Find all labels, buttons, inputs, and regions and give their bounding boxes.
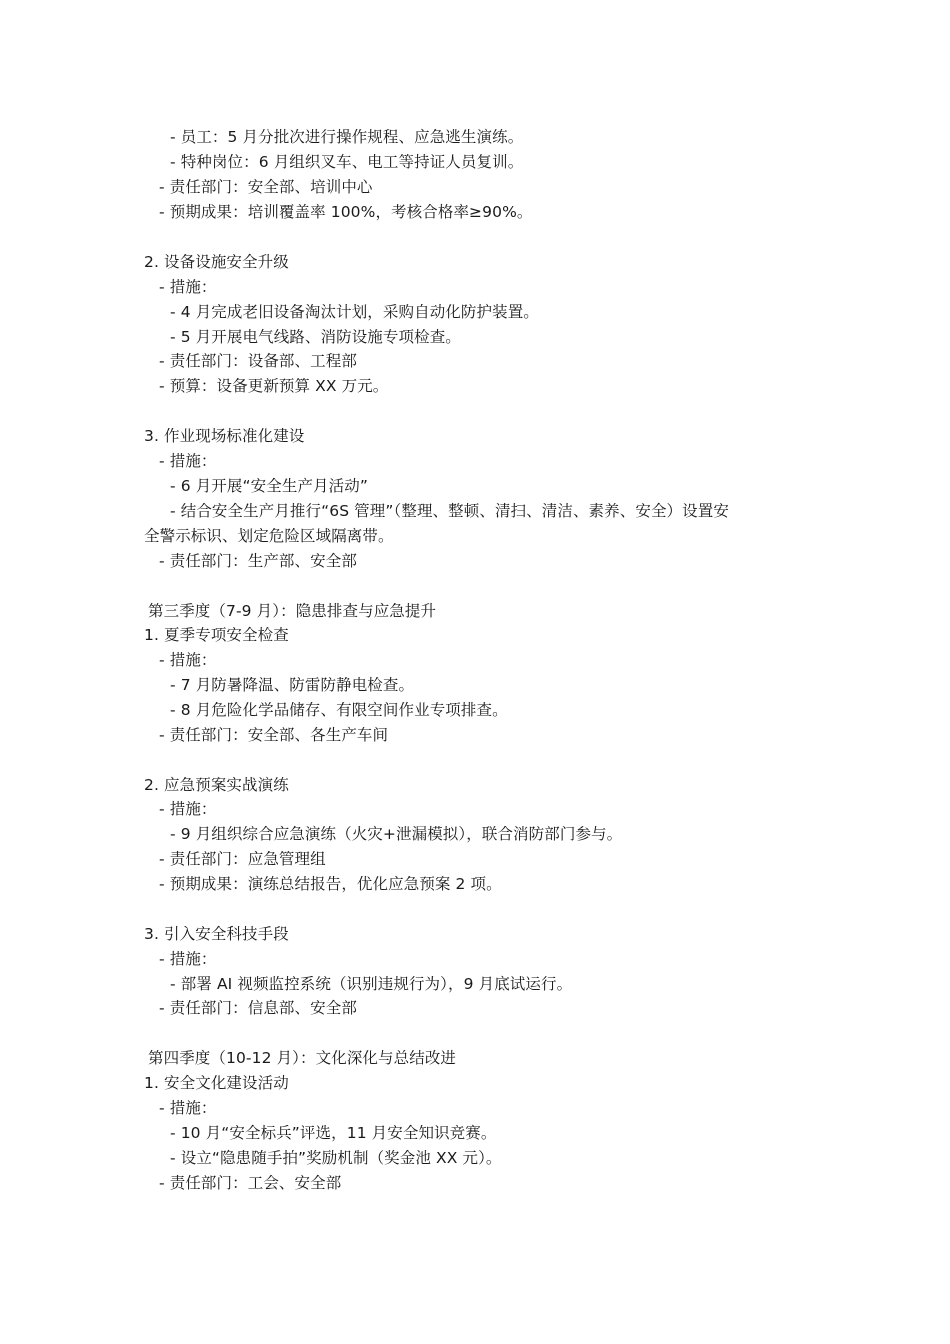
text-line: - 预期成果：演练总结报告，优化应急预案 2 项。 bbox=[159, 875, 502, 893]
text-line: - 措施： bbox=[159, 651, 217, 669]
text-line: - 责任部门：信息部、安全部 bbox=[159, 999, 357, 1017]
text-line: - 4 月完成老旧设备淘汰计划，采购自动化防护装置。 bbox=[170, 303, 539, 321]
section-heading: 1. 安全文化建设活动 bbox=[144, 1074, 289, 1092]
section-heading: 2. 设备设施安全升级 bbox=[144, 253, 289, 271]
text-line: - 设立“隐患随手拍”奖励机制（奖金池 XX 元）。 bbox=[170, 1149, 502, 1167]
text-line: - 6 月开展“安全生产月活动” bbox=[170, 477, 368, 495]
text-line: - 员工：5 月分批次进行操作规程、应急逃生演练。 bbox=[170, 128, 524, 146]
text-line: - 5 月开展电气线路、消防设施专项检查。 bbox=[170, 328, 461, 346]
text-line: - 措施： bbox=[159, 278, 217, 296]
quarter-heading: 第三季度（7-9 月）：隐患排查与应急提升 bbox=[148, 602, 437, 620]
text-line: - 9 月组织综合应急演练（火灾+泄漏模拟），联合消防部门参与。 bbox=[170, 825, 623, 843]
text-line: - 8 月危险化学品储存、有限空间作业专项排查。 bbox=[170, 701, 508, 719]
text-line: - 结合安全生产月推行“6S 管理”（整理、整顿、清扫、清洁、素养、安全）设置安 bbox=[170, 502, 729, 520]
text-line: - 预算：设备更新预算 XX 万元。 bbox=[159, 377, 389, 395]
text-line: - 责任部门：安全部、各生产车间 bbox=[159, 726, 389, 744]
text-line: 全警示标识、划定危险区域隔离带。 bbox=[144, 527, 394, 545]
section-heading: 3. 引入安全科技手段 bbox=[144, 925, 289, 943]
text-line: - 预期成果：培训覆盖率 100%，考核合格率≥90%。 bbox=[159, 203, 533, 221]
text-line: - 措施： bbox=[159, 452, 217, 470]
text-line: - 责任部门：安全部、培训中心 bbox=[159, 178, 373, 196]
text-line: - 措施： bbox=[159, 950, 217, 968]
text-line: - 责任部门：设备部、工程部 bbox=[159, 352, 357, 370]
text-line: - 措施： bbox=[159, 800, 217, 818]
text-line: - 10 月“安全标兵”评选，11 月安全知识竞赛。 bbox=[170, 1124, 497, 1142]
section-heading: 1. 夏季专项安全检查 bbox=[144, 626, 289, 644]
text-line: - 责任部门：生产部、安全部 bbox=[159, 552, 357, 570]
text-line: - 责任部门：工会、安全部 bbox=[159, 1174, 342, 1192]
section-heading: 3. 作业现场标准化建设 bbox=[144, 427, 305, 445]
text-line: - 特种岗位：6 月组织叉车、电工等持证人员复训。 bbox=[170, 153, 524, 171]
section-heading: 2. 应急预案实战演练 bbox=[144, 776, 289, 794]
text-line: - 责任部门：应急管理组 bbox=[159, 850, 326, 868]
quarter-heading: 第四季度（10-12 月）：文化深化与总结改进 bbox=[148, 1049, 457, 1067]
text-line: - 7 月防暑降温、防雷防静电检查。 bbox=[170, 676, 415, 694]
text-line: - 部署 AI 视频监控系统（识别违规行为），9 月底试运行。 bbox=[170, 975, 573, 993]
text-line: - 措施： bbox=[159, 1099, 217, 1117]
